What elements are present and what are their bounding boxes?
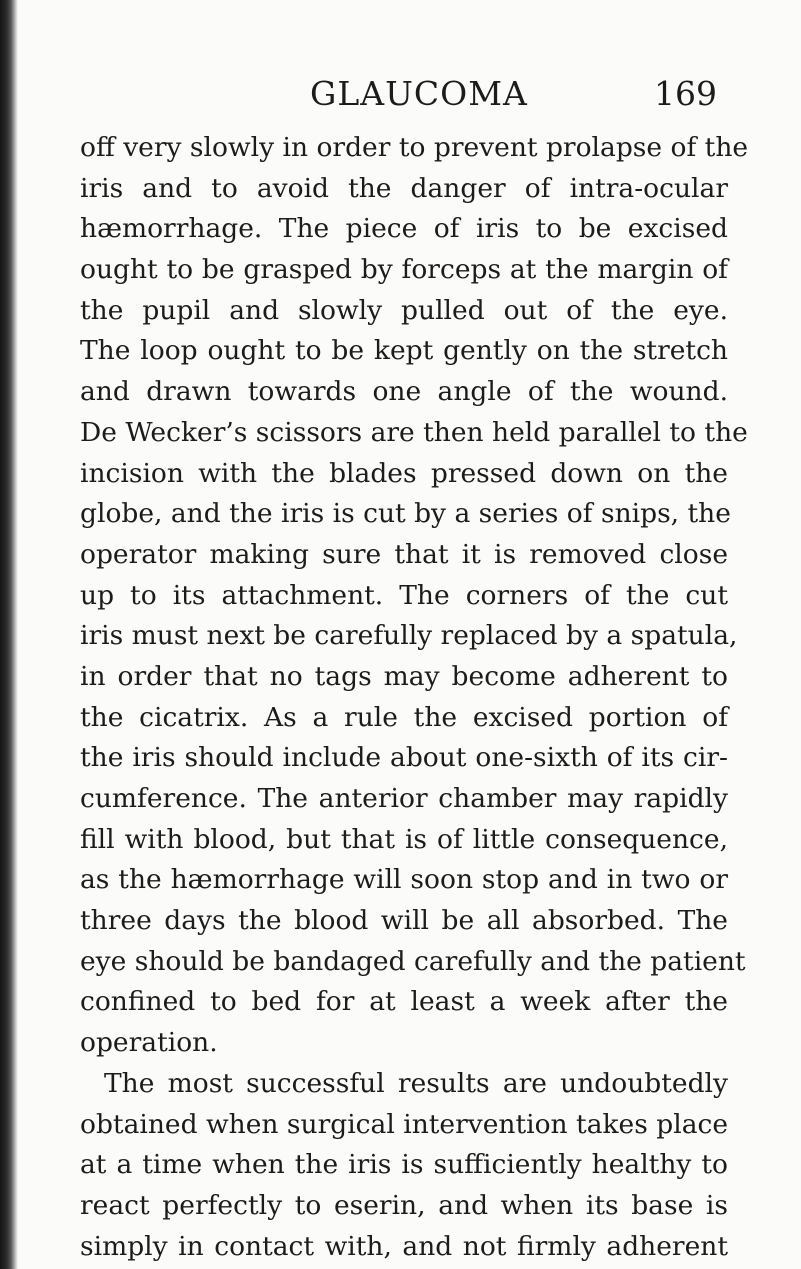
text-line: in order that no tags may become adherent to xyxy=(80,660,728,692)
text-line: incision with the blades pressed down on the xyxy=(80,457,728,489)
text-line: off very slowly in order to prevent prolapse of the xyxy=(80,132,749,163)
text-line: as the hæmorrhage will soon stop and in two or xyxy=(80,864,728,896)
text-line: confined to bed for at least a week after the xyxy=(80,986,728,1018)
body-text xyxy=(80,128,749,1267)
text-line: iris must next be carefully replaced by a spatula, xyxy=(80,620,738,652)
text-line: The loop ought to be kept gently on the stretch xyxy=(80,335,728,367)
text-line: hæmorrhage. The piece of iris to be excised xyxy=(80,213,728,245)
text-line: up to its attachment. The corners of the cut xyxy=(80,579,728,611)
text-line: three days the blood will be all absorbed. The xyxy=(80,905,728,937)
text-line: the iris should include about one-sixth of its cir- xyxy=(80,742,728,774)
book-spine-shadow xyxy=(0,0,18,1269)
text-line: cumference. The anterior chamber may rapidly xyxy=(80,783,728,814)
text-line: react perfectly to eserin, and when its base is xyxy=(80,1189,728,1221)
running-head: GLAUCOMA xyxy=(310,74,528,113)
text-line: De Wecker’s scissors are then held parallel to the xyxy=(80,416,748,448)
text-line: fill with blood, but that is of little consequence, xyxy=(80,823,728,855)
page-header xyxy=(0,74,801,114)
text-line: operator making sure that it is removed close xyxy=(80,538,728,570)
paragraph-end-line: operation. xyxy=(80,1027,218,1059)
text-line: ought to be grasped by forceps at the margin of xyxy=(80,254,728,286)
page-number: 169 xyxy=(654,74,717,113)
text-line: simply in contact with, and not firmly adherent xyxy=(80,1230,728,1262)
paragraph-start-line: The most successful results are undoubtedly xyxy=(104,1067,728,1099)
text-line: iris and to avoid the danger of intra-ocular xyxy=(80,172,728,204)
text-line: eye should be bandaged carefully and the patient xyxy=(80,945,746,977)
text-line: at a time when the iris is sufficiently healthy to xyxy=(80,1149,728,1181)
text-line: and drawn towards one angle of the wound. xyxy=(80,376,728,408)
text-line: the pupil and slowly pulled out of the eye. xyxy=(80,294,728,326)
text-line: globe, and the iris is cut by a series of snips, the xyxy=(80,498,731,530)
text-line: obtained when surgical intervention takes place xyxy=(80,1108,729,1140)
text-line: the cicatrix. As a rule the excised portion of xyxy=(80,701,728,733)
